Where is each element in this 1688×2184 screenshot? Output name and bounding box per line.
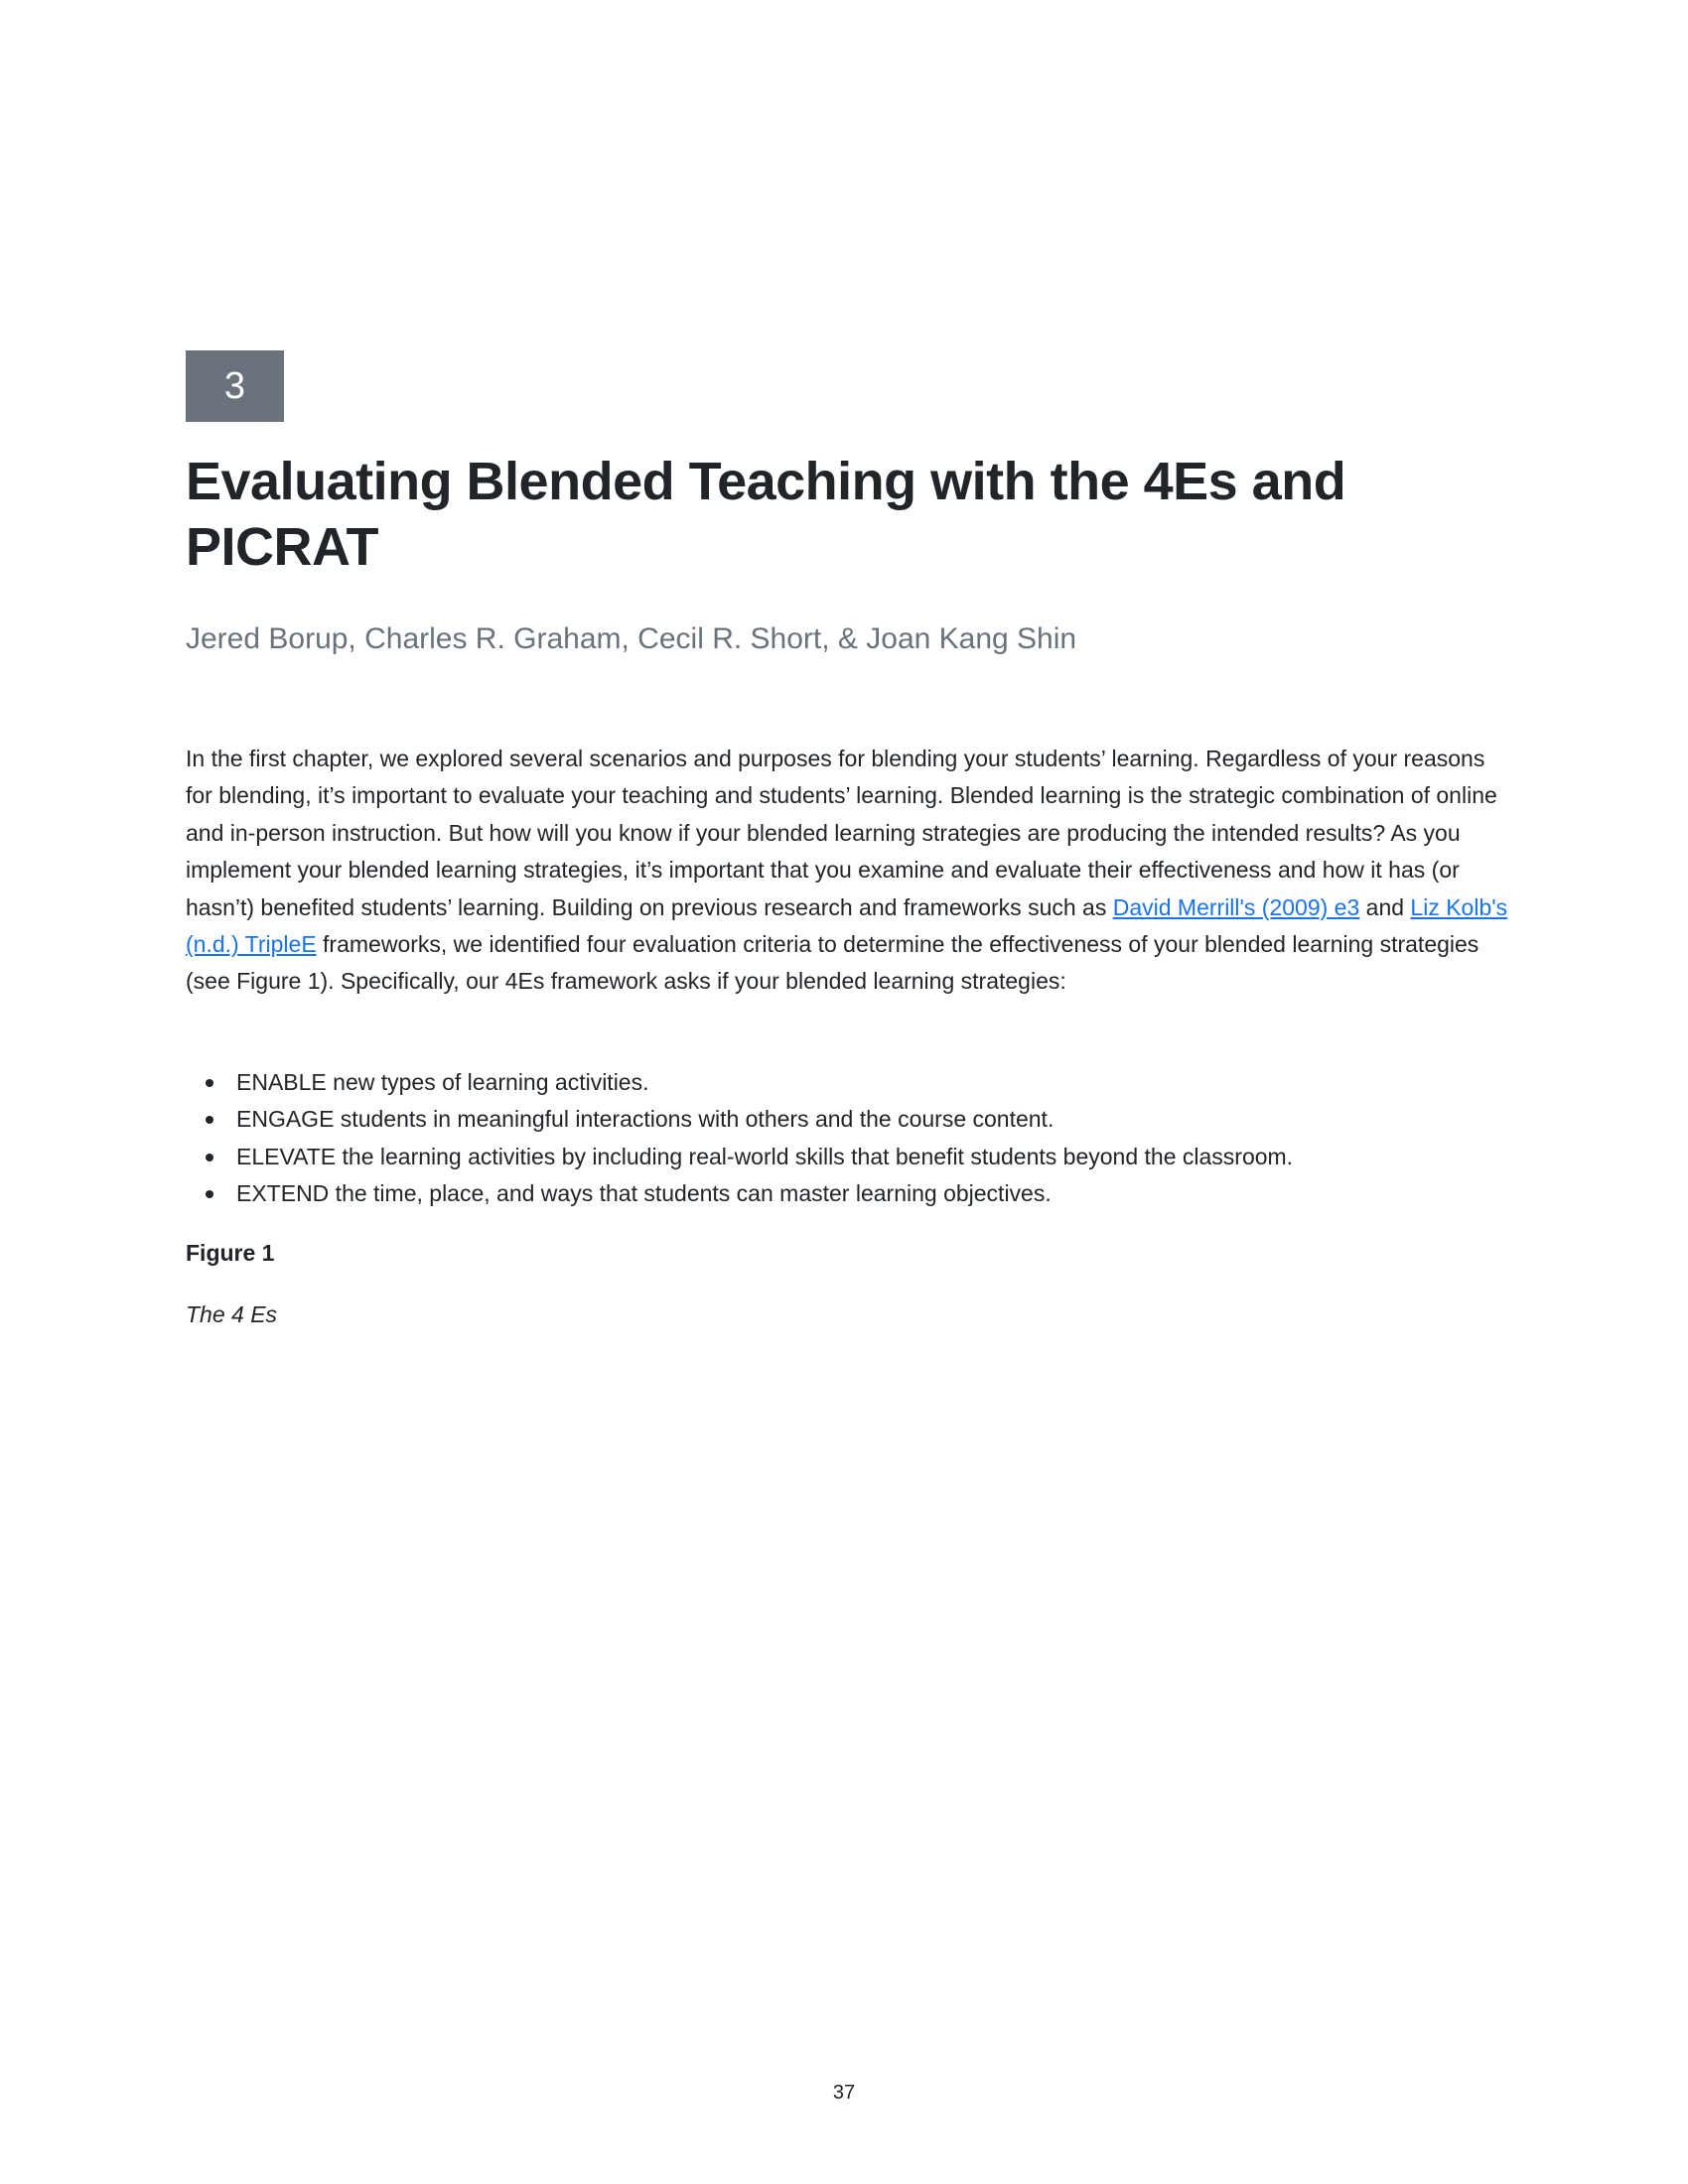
list-item-text: ENABLE new types of learning activities. [236,1069,649,1095]
list-item-text: ENGAGE students in meaningful interactions with others and the course content. [236,1106,1055,1133]
kolb-triplee-link[interactable]: Liz Kolb's (n.d.) TripleE [186,893,1508,958]
figure-label: Figure 1 [186,1240,275,1266]
chapter-title: Evaluating Blended Teaching with the 4Es and PICRAT [186,452,1346,577]
list-item-engage [186,1101,1511,1138]
list-item-extend [186,1175,1511,1212]
list-item-enable [186,1064,1511,1101]
bullet-dot-icon [206,1154,213,1161]
intro-text-part-2: and [1359,893,1411,920]
bullet-dot-icon [206,1116,213,1124]
merrill-e3-link[interactable]: David Merrill's (2009) e3 [1112,893,1360,920]
intro-text-part-3: frameworks, we identified four evaluation criteria to determine the effectiveness of your blended learning strategies (see Figure 1). Specifically, our 4Es framework asks if your blended learning strategies: [186,931,1479,995]
bullet-dot-icon [206,1190,213,1198]
intro-paragraph [186,741,1511,1001]
chapter-number-badge: 3 [186,350,284,422]
intro-text-part-1: In the first chapter, we explored several scenarios and purposes for blending your students’ learning. Regardless of your reasons for blending, it’s important to evaluate your teaching and students’ learning. Blended learning is the strategic combination of online and in-person instruction. But how will you know if your blended learning strategies are producing the intended results? As you implement your blended learning strategies, it’s important that you examine and evaluate their effectiveness and how it has (or hasn’t) benefited students’ learning. Building on previous research and frameworks such as [186,746,1497,920]
bullet-dot-icon [206,1079,213,1087]
page-number: 37 [832,2082,856,2104]
chapter-authors: Jered Borup, Charles R. Graham, Cecil R. Short, & Joan Kang Shin [186,622,1077,655]
list-item-text: EXTEND the time, place, and ways that students can master learning objectives. [236,1180,1052,1207]
list-item-elevate [186,1139,1511,1175]
figure-caption: The 4 Es [186,1301,278,1327]
four-es-list [186,1064,1511,1213]
list-item-text: ELEVATE the learning activities by including real-world skills that benefit students beyond the classroom. [236,1143,1294,1169]
